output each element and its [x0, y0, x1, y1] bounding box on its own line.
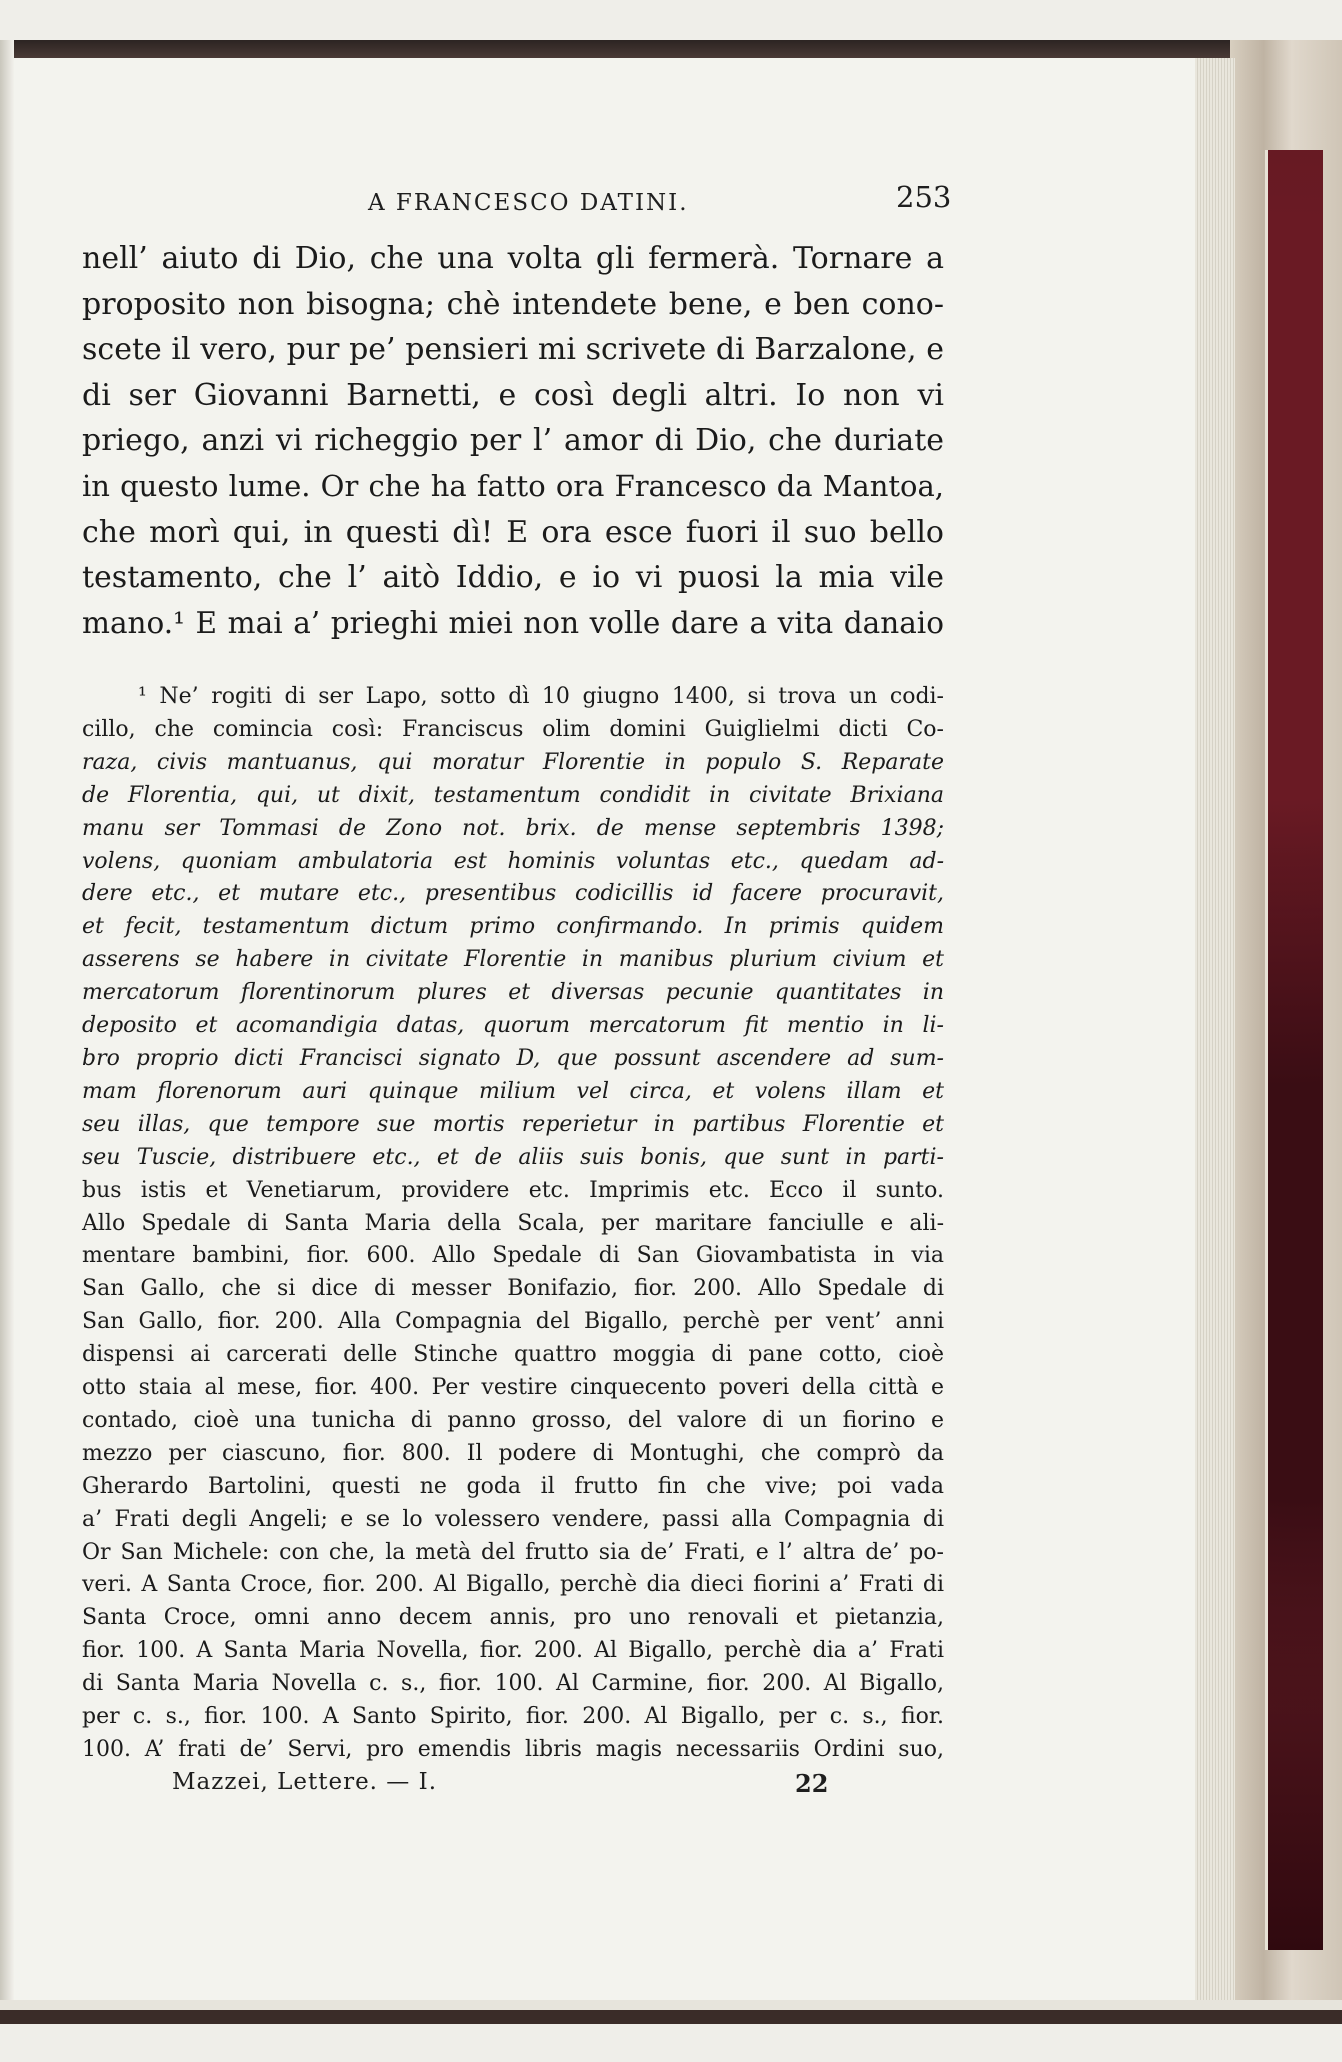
footnote-line: mentare bambini, fior. 600. Allo Spedale di San Giovambatista in via [82, 1243, 944, 1269]
footnote-line: otto staia al mese, fior. 400. Per vestire cinquecento poveri della città e [82, 1375, 944, 1401]
footnote-line: bro proprio dicti Francisci signato D, que possunt ascendere ad sum- [82, 1045, 944, 1071]
footnote-line: de Florentia, qui, ut dixit, testamentum condidit in civitate Brixiana [82, 782, 944, 808]
footnote-line: San Gallo, che si dice di messer Bonifazio, fior. 200. Allo Spedale di [82, 1276, 944, 1302]
footnote-line: seu illas, que tempore sue mortis reperietur in partibus Florentie et [82, 1111, 944, 1137]
book-bottom-edge [0, 2000, 1342, 2062]
page-edges [1195, 58, 1235, 2018]
marbled-endpaper [1265, 150, 1323, 1950]
footnote-line: di Santa Maria Novella c. s., fior. 100. Al Carmine, fior. 200. Al Bigallo, [82, 1671, 944, 1697]
main-text [82, 236, 944, 646]
page-gutter-shadow [0, 40, 14, 2020]
footnote-line: et fecit, testamentum dictum primo confirmando. In primis quidem [82, 914, 944, 940]
footnote-line: manu ser Tommasi de Zono not. brix. de mense septembris 1398; [82, 815, 944, 841]
text-line: di ser Giovanni Barnetti, e così degli altri. Io non vi [82, 377, 944, 413]
text-line: nell’ aiuto di Dio, che una volta gli fermerà. Tornare a [82, 241, 944, 276]
text-line: testamento, che l’ aitò Iddio, e io vi puosi la mia vile [82, 560, 944, 596]
book-top-edge [0, 40, 1310, 58]
footnote-line: per c. s., fior. 100. A Santo Spirito, fior. 200. Al Bigallo, per c. s., fior. [82, 1704, 944, 1730]
footnote-line: Gherardo Bartolini, questi ne goda il frutto fin che vive; poi vada [82, 1473, 944, 1499]
gathering-number: 22 [795, 1769, 829, 1798]
footnote-line: Or San Michele: con che, la metà del frutto sia de’ Frati, e l’ altra de’ po- [82, 1539, 944, 1565]
footnote-line: a’ Frati degli Angeli; e se lo volessero vendere, passi alla Compagnia di [82, 1506, 944, 1532]
footnote-line: asserens se habere in civitate Florentie in manibus plurium civium et [82, 947, 944, 973]
text-line: scete il vero, pur pe’ pensieri mi scrivete di Barzalone, e [82, 332, 944, 368]
footnote-line: San Gallo, fior. 200. Alla Compagnia del Bigallo, perchè per vent’ anni [82, 1309, 944, 1335]
footnote [82, 681, 944, 1767]
footnote-line: volens, quoniam ambulatoria est hominis voluntas etc., quedam ad- [82, 848, 944, 874]
text-line: che morì qui, in questi dì! E ora esce fuori il suo bello [82, 514, 944, 550]
footnote-line: veri. A Santa Croce, fior. 200. Al Bigallo, perchè dia dieci fiorini a’ Frati di [82, 1572, 944, 1598]
footnote-line: mam florenorum auri quinque milium vel circa, et volens illam et [82, 1078, 944, 1104]
footnote-line: Santa Croce, omni anno decem annis, pro uno renovali et pietanzia, [82, 1605, 944, 1631]
footnote-line: contado, cioè una tunicha di panno grosso, del valore di un fiorino e [82, 1407, 944, 1433]
footnote-line: fior. 100. A Santa Maria Novella, fior. 200. Al Bigallo, perchè dia a’ Frati [82, 1638, 944, 1664]
footnote-line: dere etc., et mutare etc., presentibus codicillis id facere procuravit, [82, 881, 944, 907]
text-line: proposito non bisogna; chè intendete bene, e ben cono- [82, 286, 944, 322]
footnote-line: cillo, che comincia così: Franciscus olim domini Guiglielmi dicti Co- [82, 716, 944, 742]
text-line: mano.¹ E mai a’ prieghi miei non volle dare a vita danaio [82, 605, 944, 640]
text-line: priego, anzi vi richeggio per l’ amor di Dio, che duriate [82, 423, 944, 459]
page-number: 253 [896, 180, 952, 214]
footnote-line: 100. A’ frati de’ Servi, pro emendis libris magis necessariis Ordini suo, [82, 1737, 944, 1762]
footnote-line: deposito et acomandigia datas, quorum mercatorum fit mentio in li- [82, 1013, 944, 1039]
footnote-line: bus istis et Venetiarum, providere etc. Imprimis etc. Ecco il sunto. [82, 1177, 944, 1203]
signature-mark: Mazzei, Lettere. — I. [172, 1769, 438, 1795]
footnote-line: mezzo per ciascuno, fior. 800. Il podere di Montughi, che comprò da [82, 1440, 944, 1466]
footnote-line: mercatorum florentinorum plures et diversas pecunie quantitates in [82, 980, 944, 1006]
footnote-line: seu Tuscie, distribuere etc., et de aliis suis bonis, que sunt in parti- [82, 1144, 944, 1170]
footnote-line: dispensi ai carcerati delle Stinche quattro moggia di pane cotto, cioè [82, 1342, 944, 1368]
footnote-line: raza, civis mantuanus, qui moratur Florentie in populo S. Reparate [82, 749, 944, 775]
footnote-line: ¹ Ne’ rogiti di ser Lapo, sotto dì 10 giugno 1400, si trova un codi- [138, 684, 944, 709]
footnote-line: Allo Spedale di Santa Maria della Scala, per maritare fanciulle e ali- [82, 1210, 944, 1236]
text-line: in questo lume. Or che ha fatto ora Francesco da Mantoa, [82, 468, 944, 503]
running-head: A FRANCESCO DATINI. [368, 190, 689, 216]
